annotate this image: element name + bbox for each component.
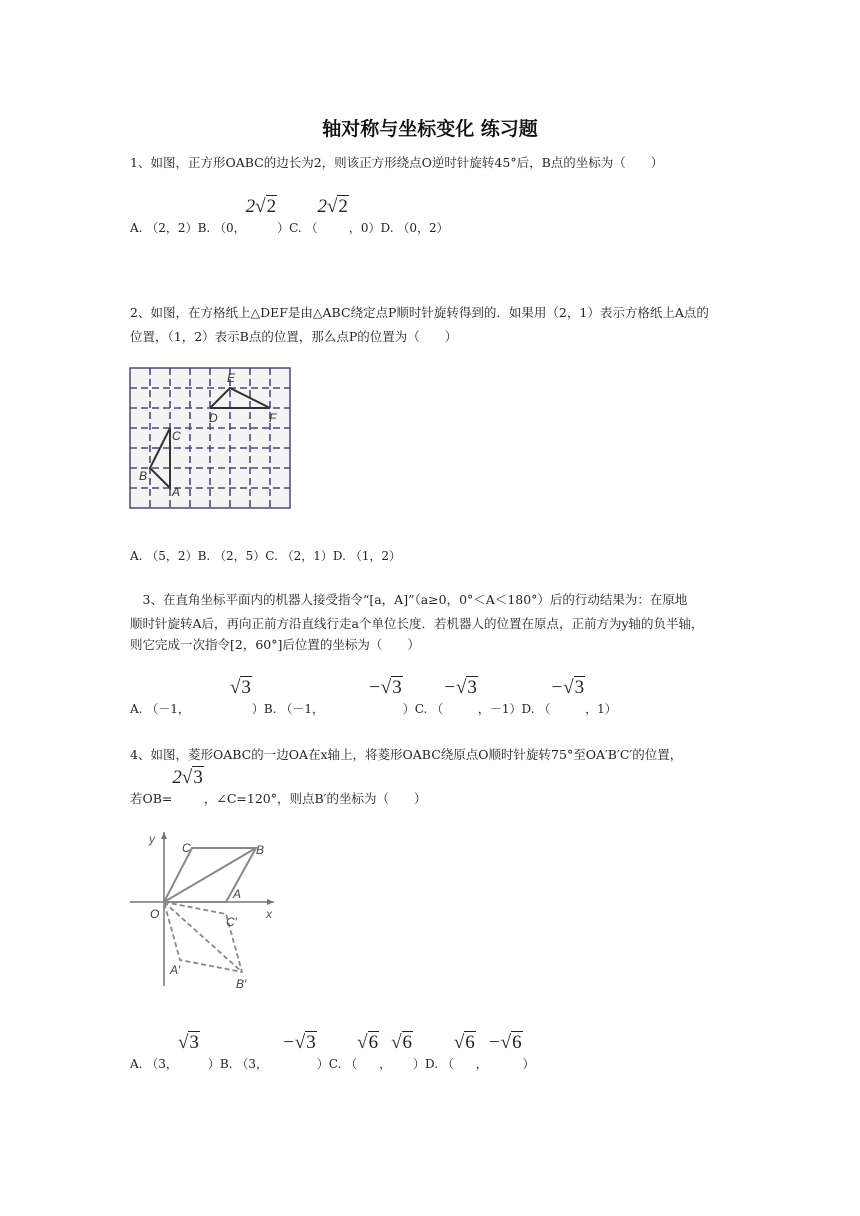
q4-radical-c2: √6 <box>391 1032 413 1053</box>
question-3-stem-line1: 3、在直角坐标平面内的机器人接受指令“[a，A]”（a≥0，0°＜A＜180°）后的行动结果为：在原地 <box>130 592 688 607</box>
q4-label-a-prime: A′ <box>170 963 181 977</box>
q4-radical-d2: −√6 <box>487 1032 522 1053</box>
q4-rhombus-figure <box>128 826 280 992</box>
q4-label-c-prime: C′ <box>226 915 237 929</box>
q3-radical-a: √3 <box>229 677 251 698</box>
q1-option-c-d: ，0）D. （0，2） <box>348 221 449 235</box>
q2-label-b: B <box>139 469 148 483</box>
q4-comma-d: ， <box>475 1057 488 1071</box>
q4-option-c-start: ）C. （ <box>316 1057 358 1071</box>
question-2-stem-line1: 2、如图，在方格纸上△DEF是由△ABC绕定点P顺时针旋转得到的．如果用（2，1）表示方格纸上A点的 <box>130 305 709 320</box>
q2-label-a: A <box>172 485 181 499</box>
q2-label-c: C <box>172 429 181 443</box>
q4-label-a: A <box>233 887 242 901</box>
q4-label-b: B <box>256 843 265 857</box>
q4-label-x: x <box>266 907 272 921</box>
q4-radical-c1: √6 <box>357 1032 379 1053</box>
q4-option-d-end: ） <box>522 1057 535 1071</box>
page-title: 轴对称与坐标变化 练习题 <box>322 118 538 140</box>
q3-radical-c: −√3 <box>443 677 477 698</box>
q1-option-a-b-start: A. （2，2）B. （0， <box>130 221 246 235</box>
q2-label-f: F <box>269 411 277 425</box>
q4-option-d-start: ）D. （ <box>413 1057 454 1071</box>
q4-label-o: O <box>150 907 160 921</box>
question-4-options <box>130 1032 535 1072</box>
q3-option-d-start: ，－1）D. （ <box>477 702 551 716</box>
q3-option-c-start: ）C. （ <box>402 702 444 716</box>
q4-label-b-prime: B′ <box>236 977 247 991</box>
q4-radical-ob: 2√3 <box>172 767 203 788</box>
question-3-stem-line3: 则它完成一次指令[2，60°]后位置的坐标为（ ） <box>130 637 420 652</box>
q3-radical-b: −√3 <box>367 677 402 698</box>
q3-radical-d: −√3 <box>550 677 585 698</box>
question-2-options: A. （5，2）B. （2，5）C. （2，1）D. （1，2） <box>130 549 402 563</box>
question-4-stem-line2 <box>130 767 427 807</box>
q2-label-e: E <box>227 371 236 385</box>
q3-option-d-end: ，1） <box>585 702 617 716</box>
q1-option-b-end: ）C. （ <box>277 221 318 235</box>
q3-option-a-start: A. （－1， <box>130 702 190 716</box>
q1-radical-b: 2√2 <box>245 196 277 217</box>
q1-radical-c: 2√2 <box>317 196 348 217</box>
q4-stem-suffix: ，∠C=120°，则点B′的坐标为（ ） <box>203 791 427 806</box>
q4-radical-b: −√3 <box>281 1032 316 1053</box>
question-2-stem-line2: 位置，（1，2）表示B点的位置，那么点P的位置为（ ） <box>130 329 458 344</box>
question-3-stem-line2: 顺时针旋转A后，再向正前方沿直线行走a个单位长度．若机器人的位置在原点，正前方为y轴的负半轴， <box>130 616 704 631</box>
question-1-stem: 1、如图，正方形OABC的边长为2，则该正方形绕点O逆时针旋转45°后，B点的坐标为（ ） <box>130 155 664 170</box>
q4-radical-d1: √6 <box>453 1032 475 1053</box>
q4-option-a-start: A. （3， <box>130 1057 178 1071</box>
q3-option-b-start: ）B. （－1， <box>251 702 324 716</box>
q4-stem-prefix: 若OB= <box>130 791 173 806</box>
question-3-options <box>130 677 617 717</box>
q2-grid-figure <box>128 366 294 512</box>
q4-radical-a: √3 <box>177 1032 199 1053</box>
q4-label-y: y <box>149 832 155 846</box>
q4-comma-c: ， <box>379 1057 392 1071</box>
q2-label-d: D <box>209 411 218 425</box>
question-4-stem-line1: 4、如图，菱形OABC的一边OA在x轴上，将菱形OABC绕原点O顺时针旋转75°至OA′B′C′的位置， <box>130 747 683 762</box>
q4-label-c: C <box>182 841 191 855</box>
question-1-options <box>130 196 449 236</box>
q4-option-b-start: ）B. （3， <box>207 1057 268 1071</box>
